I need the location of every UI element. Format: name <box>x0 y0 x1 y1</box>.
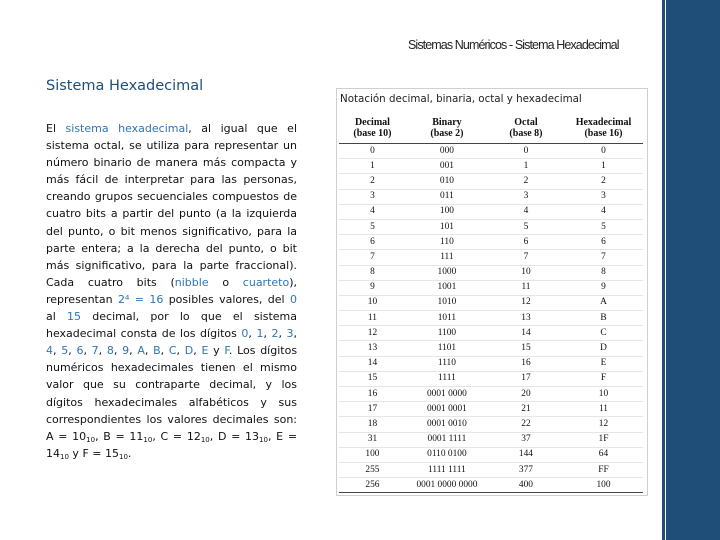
notation-figure <box>336 88 648 496</box>
table-cell: 011 <box>440 191 454 202</box>
table-cell: 11 <box>521 282 531 293</box>
digit-2: 2 <box>271 327 279 341</box>
table-cell: 10 <box>598 388 609 399</box>
table-cell: 0110 0100 <box>427 449 467 460</box>
table-cell: 100 <box>596 479 611 490</box>
table-cell: 0001 1111 <box>427 434 467 445</box>
table-cell: 110 <box>440 236 454 247</box>
table-cell: 1100 <box>437 327 457 338</box>
table-cell: A <box>600 297 607 308</box>
table-cell: 31 <box>367 434 378 445</box>
table-cell: 3 <box>370 191 375 202</box>
table-cell: 5 <box>523 221 529 232</box>
table-cell: 0001 0001 <box>426 403 467 414</box>
table-body <box>339 144 643 493</box>
table-cell: 18 <box>367 418 378 429</box>
table-cell: 5 <box>370 221 375 232</box>
table-cell: 255 <box>365 464 380 475</box>
table-cell: 22 <box>521 418 531 429</box>
table-cell: 10 <box>367 297 378 308</box>
highlight-term: F <box>224 344 229 358</box>
equivalence: $C = 12_{10}$ <box>160 429 210 444</box>
table-cell: 17 <box>367 403 378 414</box>
table-cell: 16 <box>521 358 531 369</box>
digit-B: B <box>153 344 161 358</box>
table-cell: 8 <box>601 267 606 278</box>
table-cell: 101 <box>439 221 454 232</box>
table-cell: 1111 1111 <box>428 464 466 475</box>
table-cell: 1 <box>601 160 606 171</box>
table-cell: 5 <box>601 221 606 232</box>
table-cell: 15 <box>367 373 378 384</box>
table-row <box>339 235 643 250</box>
table-cell: 1001 <box>437 282 457 293</box>
text-segment: ), representan <box>46 275 297 306</box>
table-cell: 0001 0000 <box>426 388 467 399</box>
table-row <box>339 295 643 310</box>
table-cell: 7 <box>370 251 375 262</box>
table-cell: 4 <box>601 206 606 217</box>
text-segment: o <box>208 275 243 289</box>
digit-list: 0, 1, 2, 3, 4, 5, 6, 7, 8, 9, A, B, C, D, E <box>46 327 298 358</box>
table-cell: B <box>600 312 607 323</box>
table-cell: FF <box>598 464 609 475</box>
table-cell: 3 <box>601 191 606 202</box>
table-cell: 1 <box>523 160 529 171</box>
figure-caption: Notación decimal, binaria, octal y hexadecimal <box>340 93 582 105</box>
table-row <box>339 356 643 371</box>
table-cell: 64 <box>598 449 609 460</box>
text-segment: posibles valores, del <box>163 292 290 306</box>
digit-0: 0 <box>241 327 249 341</box>
table-cell: 1110 <box>437 358 456 369</box>
digit-3: 3 <box>286 327 294 341</box>
table-cell: 14 <box>521 327 531 338</box>
table-cell: 4 <box>370 206 375 217</box>
table-row <box>339 144 643 159</box>
header-binary: Binary (base 2) <box>430 117 464 139</box>
table-cell: C <box>600 327 607 338</box>
digit-A: A <box>137 344 145 358</box>
highlight-term: 15 <box>67 310 82 324</box>
table-cell: 100 <box>439 206 454 217</box>
table-cell: 11 <box>367 312 377 323</box>
equivalence: $D = 13_{10}$ <box>217 429 268 444</box>
table-cell: 17 <box>521 373 531 384</box>
body-paragraph <box>46 120 297 462</box>
table-row <box>339 341 643 356</box>
table-cell: 1111 <box>438 373 456 384</box>
table-cell: 6 <box>370 236 375 247</box>
highlight-term: sistema hexadecimal <box>65 122 189 135</box>
table-cell: 20 <box>521 388 531 399</box>
highlight-term: 2⁴ = 16 <box>117 292 164 306</box>
table-cell: 0 <box>370 145 375 156</box>
table-row <box>339 174 643 189</box>
table-cell: 12 <box>598 418 609 429</box>
table-cell: 1F <box>598 434 609 445</box>
table-cell: 9 <box>601 282 606 293</box>
header-hexadecimal: Hexadecimal (base 16) <box>575 117 632 139</box>
table-cell: 12 <box>521 297 531 308</box>
table-cell: 7 <box>601 251 606 262</box>
digit-D: D <box>184 344 194 358</box>
table-row <box>339 478 643 493</box>
table-row <box>339 204 643 219</box>
highlight-term: cuarteto <box>242 275 290 289</box>
table-cell: 12 <box>367 327 378 338</box>
table-header-row <box>339 113 643 144</box>
table-cell: 13 <box>521 312 531 323</box>
slide-title: Sistema Hexadecimal <box>46 78 204 94</box>
table-row <box>339 402 643 417</box>
table-cell: 6 <box>523 236 529 247</box>
table-cell: 2 <box>370 175 375 186</box>
table-cell: 1000 <box>437 267 457 278</box>
table-cell: 9 <box>370 282 375 293</box>
table-row <box>339 371 643 386</box>
table-cell: 15 <box>521 343 531 354</box>
table-row <box>339 159 643 174</box>
highlight-term: nibble <box>174 275 209 289</box>
table-row <box>339 417 643 432</box>
table-cell: 0001 0000 0000 <box>416 479 478 490</box>
header-decimal: Decimal (base 10) <box>353 117 392 139</box>
table-cell: 1010 <box>437 297 457 308</box>
table-cell: 2 <box>523 175 529 186</box>
table-cell: 111 <box>440 251 454 262</box>
table-cell: 37 <box>521 434 531 445</box>
text-segment: al <box>46 310 68 324</box>
table-row <box>339 432 643 447</box>
table-cell: 6 <box>601 236 606 247</box>
table-cell: 11 <box>598 403 608 414</box>
table-cell: 8 <box>370 267 375 278</box>
text-segment: El <box>46 122 66 135</box>
table-cell: 1 <box>370 160 375 171</box>
table-cell: 13 <box>367 343 378 354</box>
table-row <box>339 189 643 204</box>
table-cell: F <box>600 373 607 384</box>
table-row <box>339 219 643 234</box>
slide-header: Sistemas Numéricos - Sistema Hexadecimal <box>408 38 619 52</box>
table-row <box>339 250 643 265</box>
equivalence-list: $A = 10_{10}$, $B = 11_{10}$, $C = 12_{10}$, $D = 13_{10}$, $E = 14_{10}$ y $F = 15_{10}$. <box>46 429 298 461</box>
text-segment: decimal, por lo que el sistema hexadecimal consta de los dígitos <box>46 310 297 341</box>
text-segment: , al igual que el sistema octal, se utiliza para representar un número binario de manera más compacta y más fácil de interpretar para las personas, creando grupos secuenciales compuestos de cuatro bits a partir del punto (a la izquierda del punto, o bit menos significativo, para la parte entera; a la derecha del punto, o bit más significativo, para la parte fraccional). Cada cuatro bits ( <box>46 122 297 289</box>
table-cell: 7 <box>523 251 529 262</box>
table-row <box>339 265 643 280</box>
table-cell: 0 <box>601 145 606 156</box>
table-cell: E <box>600 358 607 369</box>
table-cell: 010 <box>439 175 454 186</box>
digit-4: 4 <box>46 344 53 358</box>
table-cell: 3 <box>523 191 529 202</box>
header-octal: Octal (base 8) <box>509 117 543 139</box>
table-row <box>339 326 643 341</box>
digit-7: 7 <box>91 344 99 358</box>
table-cell: 001 <box>439 160 454 171</box>
table-cell: 14 <box>367 358 378 369</box>
digit-C: C <box>168 344 177 358</box>
table-row <box>339 387 643 402</box>
table-cell: 0 <box>523 145 529 156</box>
highlight-term: 0 <box>289 292 297 306</box>
digit-1: 1 <box>256 327 264 341</box>
table-cell: 100 <box>365 449 380 460</box>
notation-table <box>339 113 643 493</box>
equivalence: $A = 10_{10}$ <box>46 429 96 444</box>
digit-5: 5 <box>61 344 69 358</box>
table-cell: 16 <box>367 388 378 399</box>
table-cell: 21 <box>521 403 531 414</box>
table-cell: D <box>600 343 607 354</box>
table-cell: 144 <box>518 449 533 460</box>
digit-E: E <box>201 344 209 358</box>
table-cell: 2 <box>601 175 606 186</box>
equivalence: $E = 14_{10}$ <box>46 429 298 461</box>
digit-8: 8 <box>106 344 114 358</box>
decorative-side-bar <box>666 0 720 540</box>
table-row <box>339 462 643 477</box>
text-segment: . Los dígitos numéricos hexadecimales tienen el mismo valor que su contraparte decimal, y los dígitos hexadecimales alfabéticos y sus correspondientes los valores decimales son: <box>46 344 298 426</box>
table-row <box>339 311 643 326</box>
table-cell: 377 <box>518 464 533 475</box>
table-cell: 400 <box>518 479 533 490</box>
table-cell: 000 <box>439 145 454 156</box>
equivalence: $F = 15_{10}$ <box>82 446 128 461</box>
table-row <box>339 280 643 295</box>
table-cell: 0001 0010 <box>426 418 467 429</box>
table-cell: 256 <box>365 479 380 490</box>
text-segment: y <box>208 344 225 358</box>
decorative-thin-bar <box>662 0 665 540</box>
table-cell: 10 <box>521 267 531 278</box>
table-cell: 1101 <box>437 343 457 354</box>
equivalence: $B = 11_{10}$ <box>103 429 153 444</box>
table-cell: 4 <box>523 206 529 217</box>
table-row <box>339 447 643 462</box>
digit-9: 9 <box>122 344 130 358</box>
table-cell: 1011 <box>437 312 457 323</box>
digit-6: 6 <box>76 344 84 358</box>
